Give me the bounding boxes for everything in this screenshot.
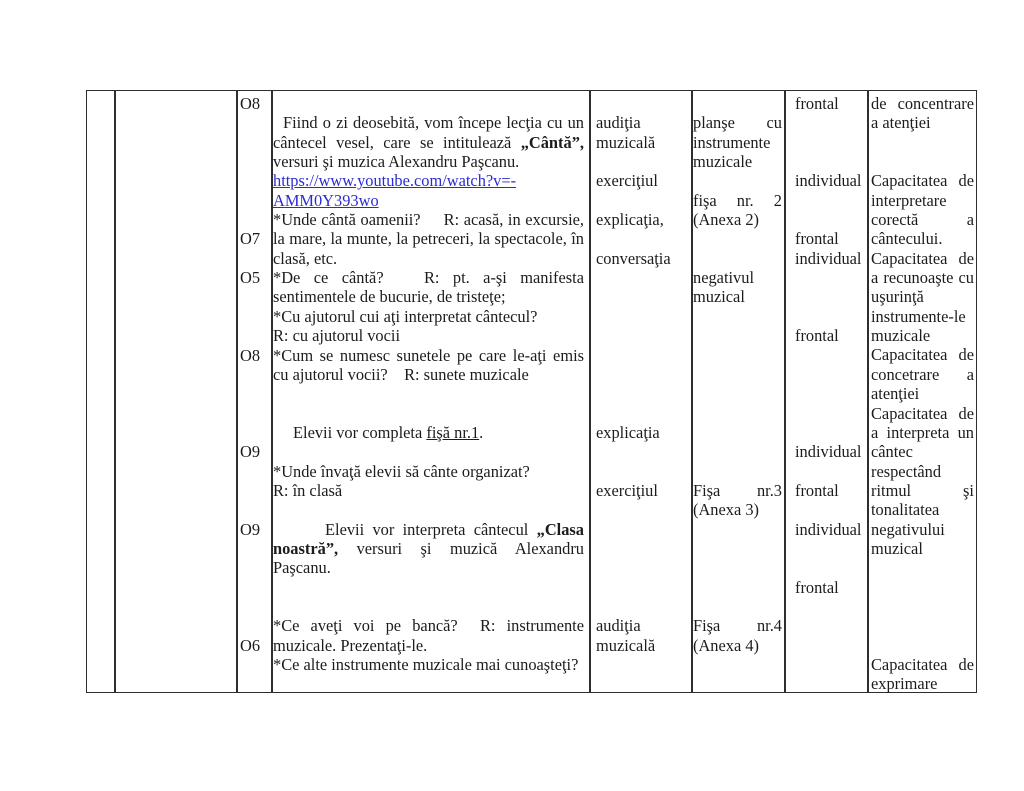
material-item: Fişa nr.4 (Anexa 4) xyxy=(693,616,782,655)
content-paragraph: R: cu ajutorul vocii xyxy=(273,326,401,346)
evaluation-text: de concentrare a atenţiei xyxy=(871,94,974,133)
table-column-divider xyxy=(114,91,116,692)
content-paragraph: *Cum se numesc sunetele pe care le-aţi emis cu ajutorul vocii? R: sunete muzicale xyxy=(273,345,584,384)
content-paragraph: *De ce cântă? R: pt. a-şi manifesta sentimentele de bucurie, de tristeţe; xyxy=(273,268,584,307)
evaluation-text: Capacitatea de exprimare xyxy=(871,655,974,694)
organization-item: frontal xyxy=(795,326,839,346)
content-paragraph xyxy=(273,171,584,210)
content-spacer xyxy=(273,442,584,461)
lesson-content-column xyxy=(273,113,584,693)
content-paragraph xyxy=(273,520,584,578)
song-title-bold: „Clasa noastră”, xyxy=(273,519,584,558)
content-paragraph xyxy=(273,113,584,171)
organization-item: frontal xyxy=(795,94,839,113)
content-paragraph: *Ce aveţi voi pe bancă? R: instrumente muzicale. Prezentaţi-le. xyxy=(273,616,584,655)
content-text: Elevii vor completa xyxy=(293,422,427,442)
method-item: exerciţiul xyxy=(596,171,658,191)
objective-label: O9 xyxy=(240,519,261,539)
worksheet-ref-underlined: fişă nr.1 xyxy=(426,422,480,442)
method-item: exerciţiul xyxy=(596,481,658,500)
organization-item: individual xyxy=(795,171,862,191)
table-column-divider xyxy=(784,91,786,692)
organization-item: individual xyxy=(795,519,862,539)
organization-item: individual xyxy=(795,442,862,462)
song-title-bold: „Cântă”, xyxy=(520,132,584,152)
evaluation-text: Capacitatea de interpretare corectă a cântecului. Capacitatea de a recunoaşte cu uşurinţă instrumente-le muzicale Capacitatea de concetrare a atenţiei Capacitatea de a interpreta un cântec respectând ritmul şi tonalitatea negativului muzical xyxy=(871,171,974,558)
content-paragraph: *Cu ajutorul cui aţi interpretat cântecul? xyxy=(273,306,538,326)
content-paragraph: R: în clasă xyxy=(273,480,343,500)
objective-label: O8 xyxy=(240,94,261,113)
content-text: versuri şi muzică Alexandru Paşcanu. xyxy=(273,538,584,578)
content-spacer xyxy=(273,500,584,519)
method-item: audiţia muzicală xyxy=(596,616,656,655)
content-paragraph: *Ce alte instrumente muzicale mai cunoaşteţi? xyxy=(273,655,579,675)
objective-label: O7 xyxy=(240,229,261,249)
content-spacer xyxy=(273,384,584,423)
youtube-link-line1: https://www.youtube.com/watch?v=- xyxy=(273,171,517,191)
table-column-divider xyxy=(691,91,693,692)
organization-item: individual xyxy=(795,248,862,268)
youtube-link[interactable] xyxy=(273,171,516,209)
organization-item: frontal xyxy=(795,481,839,500)
material-item: planşe cu instrumente muzicale xyxy=(693,113,782,172)
content-spacer xyxy=(273,578,584,617)
content-paragraph: *Unde învaţă elevii să cânte organizat? xyxy=(273,461,530,481)
material-item: negativul muzical xyxy=(693,268,754,307)
content-paragraph xyxy=(273,423,584,442)
material-item: Fişa nr.3 (Anexa 3) xyxy=(693,481,782,520)
youtube-link-line2: AMM0Y393wo xyxy=(273,190,379,210)
content-text: Elevii vor interpreta cântecul xyxy=(325,519,537,539)
objective-label: O8 xyxy=(240,345,261,365)
objective-label: O6 xyxy=(240,635,261,655)
content-text: versuri şi muzica Alexandru Paşcanu. xyxy=(273,152,520,172)
method-item: explicaţia, xyxy=(596,210,664,230)
method-item: explicaţia xyxy=(596,422,660,442)
content-text: . xyxy=(479,422,484,442)
table-column-divider xyxy=(867,91,869,692)
table-column-divider xyxy=(236,91,238,692)
objective-label: O5 xyxy=(240,268,261,288)
organization-item: frontal xyxy=(795,229,839,249)
content-text: Fiind o zi deosebită, vom începe lecţia cu un cântecel vesel, care se intitulează xyxy=(273,113,584,152)
organization-item: frontal xyxy=(795,577,839,597)
lesson-plan-table xyxy=(86,90,977,693)
method-item: conversaţia xyxy=(596,248,671,268)
material-item: fişa nr. 2 (Anexa 2) xyxy=(693,190,782,230)
method-item: audiţia muzicală xyxy=(596,113,656,152)
table-column-divider xyxy=(589,91,591,692)
objective-label: O9 xyxy=(240,442,261,462)
content-paragraph: *Unde cântă oamenii? R: acasă, in excursie, la mare, la munte, la petreceri, la spectacole, în clasă, etc. xyxy=(273,210,584,268)
